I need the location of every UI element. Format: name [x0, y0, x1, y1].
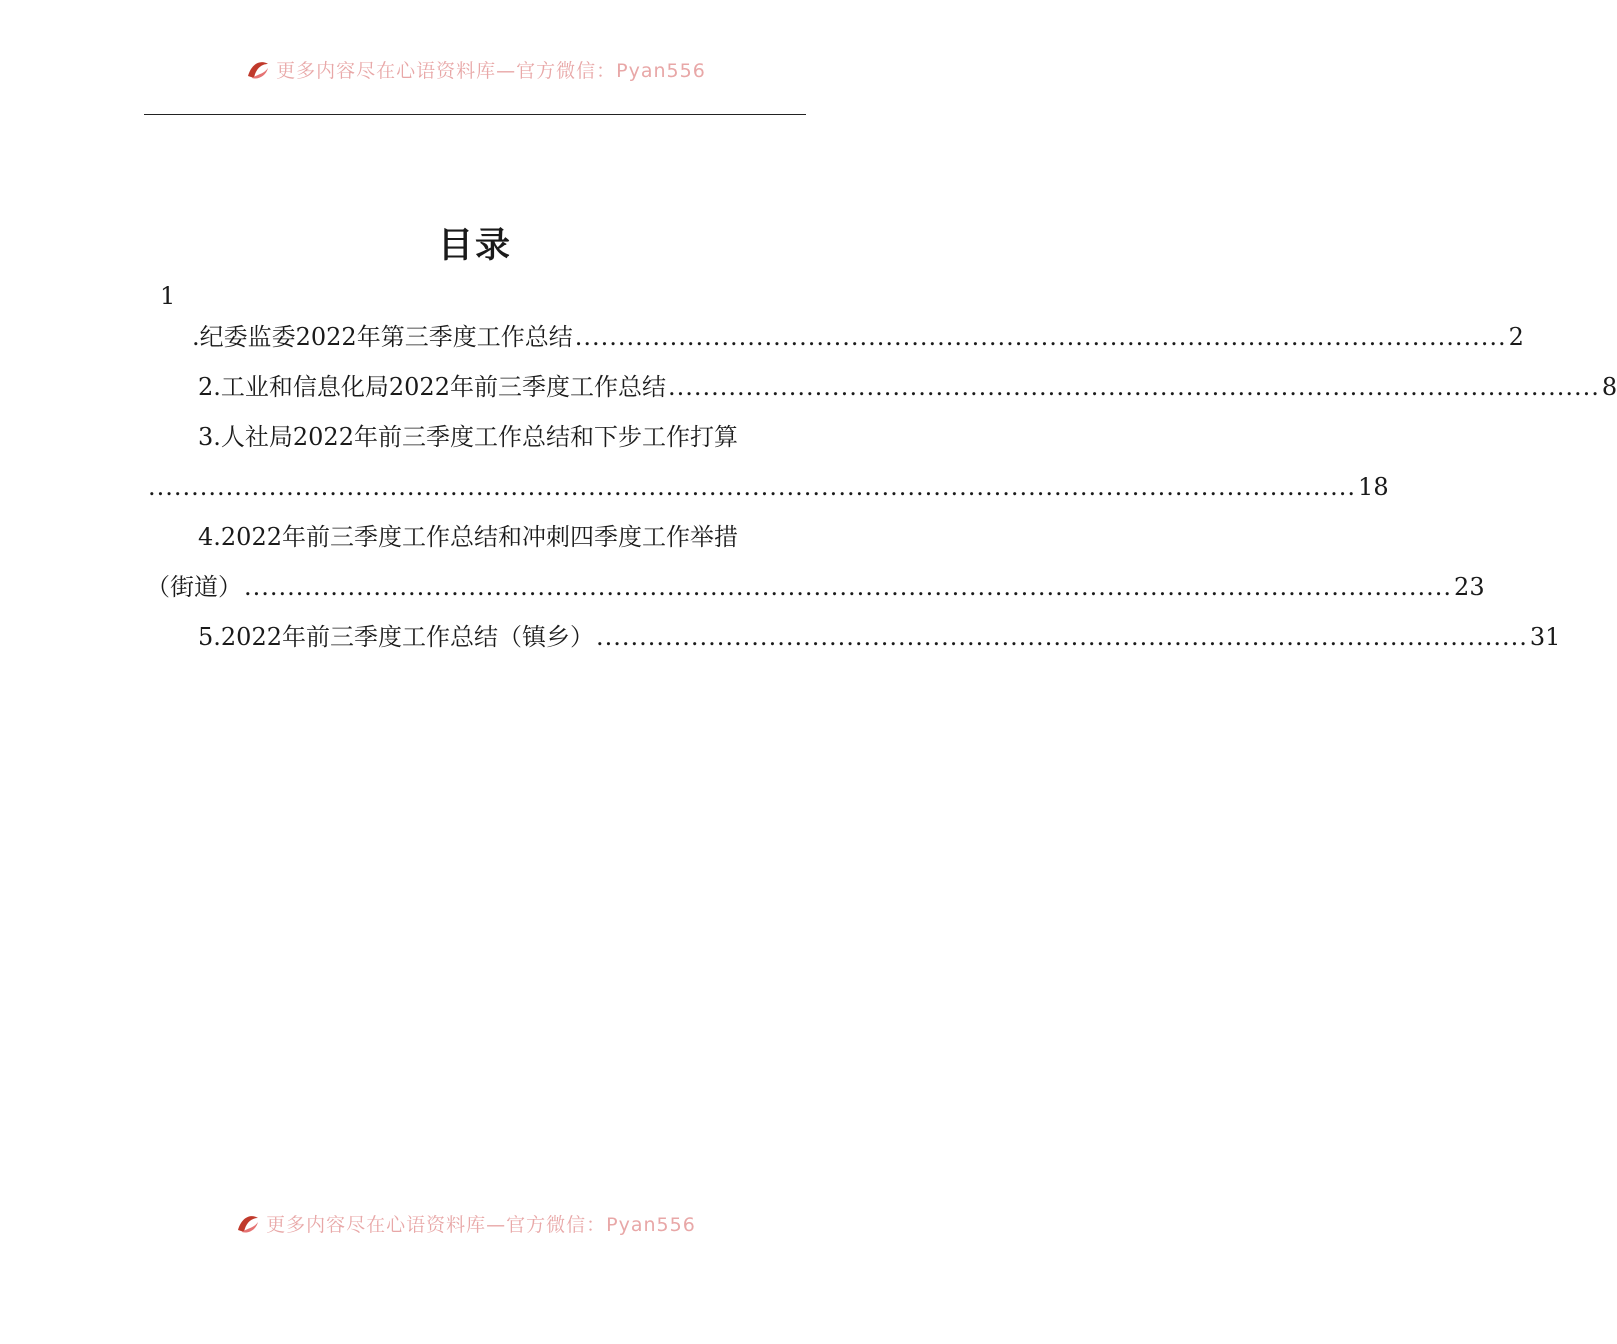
toc-entry-label: .纪委监委2022年第三季度工作总结 — [192, 323, 573, 351]
footer-watermark — [0, 1208, 940, 1238]
toc-entry-label: 2.工业和信息化局2022年前三季度工作总结 — [198, 373, 666, 401]
toc-entry-label: 3.人社局2022年前三季度工作总结和下步工作打算 — [198, 423, 738, 451]
toc-leader-dots: ............................................................................................................ — [574, 323, 1507, 351]
toc-entry-label: 4.2022年前三季度工作总结和冲刺四季度工作举措 — [198, 523, 738, 551]
toc-stray-number: 1 — [160, 282, 176, 310]
toc-entry-page: 2 — [1508, 323, 1524, 351]
toc-leader-dots: ............................................................................................................................................ — [244, 573, 1453, 601]
toc-entry-2[interactable] — [146, 362, 1617, 412]
brand-logo-icon — [234, 1210, 262, 1236]
toc-entry-5[interactable] — [146, 612, 1561, 662]
toc-entry-1[interactable] — [146, 312, 1524, 362]
toc-leader-dots: ............................................................................................................ — [667, 373, 1600, 401]
watermark-text: 更多内容尽在心语资料库—官方微信：Pyan556 — [266, 1213, 696, 1236]
header-watermark — [0, 54, 950, 84]
toc-entry-label-cont: （街道） — [146, 573, 242, 601]
toc-entry-page: 18 — [1358, 473, 1389, 501]
toc-entry-page: 23 — [1454, 573, 1485, 601]
table-of-contents — [146, 280, 1617, 662]
watermark-text: 更多内容尽在心语资料库—官方微信：Pyan556 — [276, 59, 706, 82]
toc-leader-dots: ............................................................................................................................................ — [148, 473, 1357, 501]
toc-entry-4[interactable] — [146, 512, 1485, 612]
page-title: 目录 — [437, 226, 512, 266]
toc-entry-page: 8 — [1601, 373, 1617, 401]
toc-entry-page: 31 — [1529, 623, 1561, 651]
toc-entry-label: 5.2022年前三季度工作总结（镇乡） — [198, 623, 594, 651]
toc-entry-3[interactable] — [146, 412, 1389, 512]
header-rule — [144, 114, 806, 115]
toc-leader-dots: ............................................................................................................ — [595, 623, 1528, 651]
brand-logo-icon — [244, 56, 272, 82]
